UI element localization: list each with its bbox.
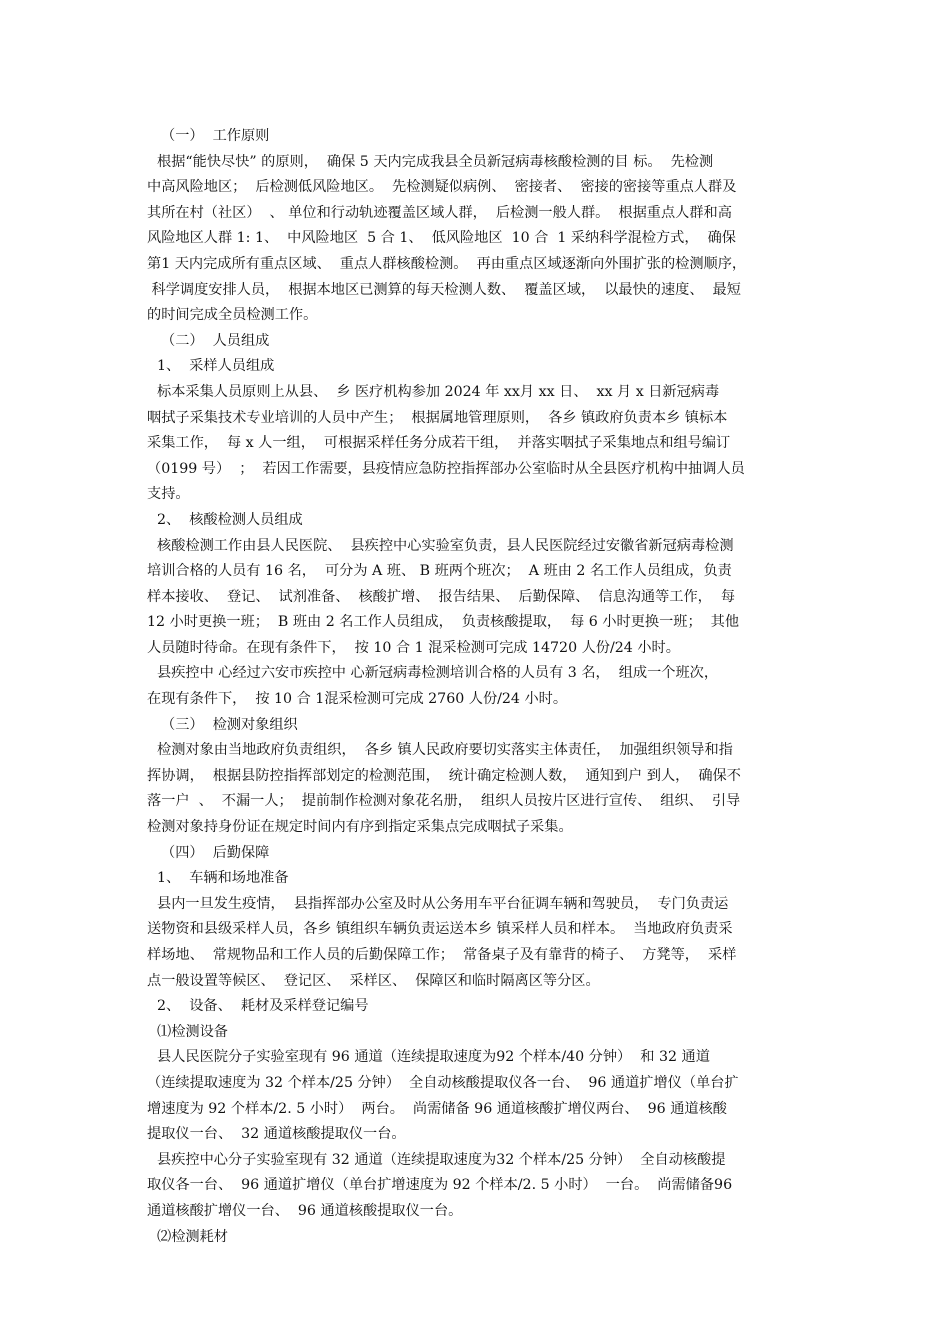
text-line: 其所在村（社区） 、 单位和行动轨迹覆盖区域人群， 后检测一般人群。 根据重点人群和高	[147, 204, 732, 221]
text-line: 落一户 、 不漏一人； 提前制作检测对象花名册， 组织人员按片区进行宣传、 组织、 引导	[147, 793, 741, 810]
text-line: 1、 车辆和场地准备	[157, 870, 289, 887]
text-line: 咽拭子采集技术专业培训的人员中产生； 根据属地管理原则， 各乡 镇政府负责本乡 镇标本	[147, 409, 728, 426]
text-line: （0199 号） ； 若因工作需要，县疫情应急防控指挥部办公室临时从全县医疗机构中抽调人员	[147, 460, 745, 477]
text-line: 12 小时更换一班； B 班由 2 名工作人员组成， 负责核酸提取， 每 6 小时更换一班； 其他	[147, 614, 740, 631]
text-line: 采集工作， 每 x 人一组， 可根据采样任务分成若干组， 并落实咽拭子采集地点和组号编订	[147, 435, 731, 452]
text-line: 挥协调， 根据县防控指挥部划定的检测范围， 统计确定检测人数， 通知到户 到人， 确保不	[147, 767, 741, 784]
text-line: 点一般设置等候区、 登记区、 采样区、 保障区和临时隔离区等分区。	[147, 972, 600, 989]
text-line: 培训合格的人员有 16 名， 可分为 A 班、 B 班两个班次； A 班由 2 名工作人员组成，负责	[147, 563, 732, 580]
text-line: （四） 后勤保障	[161, 844, 270, 861]
text-line: 增速度为 92 个样本/2. 5 小时） 两台。 尚需储备 96 通道核酸扩增仪两台、 96 通道核酸	[147, 1100, 727, 1117]
text-line: 样场地、 常规物品和工作人员的后勤保障工作； 常备桌子及有靠背的椅子、 方凳等， 采样	[147, 947, 737, 963]
text-line: 核酸检测工作由县人民医院、 县疾控中心实验室负责，县人民医院经过安徽省新冠病毒检测	[157, 537, 734, 554]
text-line: 的时间完成全员检测工作。	[147, 307, 318, 324]
text-line: 在现有条件下， 按 10 合 1混采检测可完成 2760 人份/24 小时。	[147, 691, 568, 708]
text-line: 检测对象持身份证在规定时间内有序到指定采集点完成咽拭子采集。	[147, 819, 573, 836]
text-line: 标本采集人员原则上从县、 乡 医疗机构参加 2024 年 xx月 xx 日、 xx 月 x 日新冠病毒	[157, 383, 720, 400]
text-line: 通道核酸扩增仪一台、 96 通道核酸提取仪一台。	[147, 1202, 463, 1219]
text-line: 送物资和县级采样人员，各乡 镇组织车辆负责运送本乡 镇采样人员和样本。 当地政府负责采	[147, 921, 733, 938]
text-line: 县人民医院分子实验室现有 96 通道（连续提取速度为92 个样本/40 分钟） 和 32 通道	[157, 1049, 710, 1066]
text-line: 第1 天内完成所有重点区域、 重点人群核酸检测。 再由重点区域逐渐向外围扩张的检测顺序，	[147, 255, 747, 272]
text-line: 1、 采样人员组成	[157, 358, 275, 375]
text-line: （三） 检测对象组织	[161, 716, 298, 733]
text-line: （二） 人员组成	[161, 332, 270, 349]
text-line: 检测对象由当地政府负责组织， 各乡 镇人民政府要切实落实主体责任， 加强组织领导和指	[157, 742, 733, 759]
text-line: ⑴检测设备	[157, 1023, 228, 1040]
text-line: 中高风险地区； 后检测低风险地区。 先检测疑似病例、 密接者、 密接的密接等重点人群及	[147, 179, 737, 196]
document-body	[145, 124, 810, 1250]
text-line: 根据“能快尽快” 的原则， 确保 5 天内完成我县全员新冠病毒核酸检测的目 标。 先检测	[157, 153, 714, 170]
text-line: 风险地区人群 1: 1、 中风险地区 5 合 1、 低风险地区 10 合 1 采纳科学混检方式， 确保	[147, 230, 736, 247]
text-line: 人员随时待命。在现有条件下， 按 10 合 1 混采检测可完成 14720 人份/24 小时。	[147, 639, 680, 656]
text-line: 2、 核酸检测人员组成	[157, 511, 303, 528]
text-line: 2、 设备、 耗材及采样登记编号	[157, 998, 369, 1015]
text-line: （连续提取速度为 32 个样本/25 分钟） 全自动核酸提取仪各一台、 96 通道扩增仪（单台扩	[147, 1074, 739, 1091]
text-line: 样本接收、 登记、 试剂准备、 核酸扩增、 报告结果、 后勤保障、 信息沟通等工作， 每	[147, 588, 736, 605]
text-line: ⑵检测耗材	[157, 1228, 228, 1245]
text-line: 提取仪一台、 32 通道核酸提取仪一台。	[147, 1126, 406, 1143]
text-line: 取仪各一台、 96 通道扩增仪（单台扩增速度为 92 个样本/2. 5 小时） 一台。 尚需储备96	[147, 1177, 733, 1194]
text-line: 支持。	[147, 486, 190, 503]
text-line: 科学调度安排人员， 根据本地区已测算的每天检测人数、 覆盖区域， 以最快的速度、 最短	[147, 281, 741, 298]
text-line: 县疾控中 心经过六安市疾控中 心新冠病毒检测培训合格的人员有 3 名， 组成一个班次，	[157, 665, 719, 682]
text-line: 县疾控中心分子实验室现有 32 通道（连续提取速度为32 个样本/25 分钟） 全自动核酸提	[157, 1151, 726, 1168]
text-line: 县内一旦发生疫情， 县指挥部办公室及时从公务用车平台征调车辆和驾驶员， 专门负责运	[157, 895, 729, 912]
text-line: （一） 工作原则	[161, 128, 270, 144]
